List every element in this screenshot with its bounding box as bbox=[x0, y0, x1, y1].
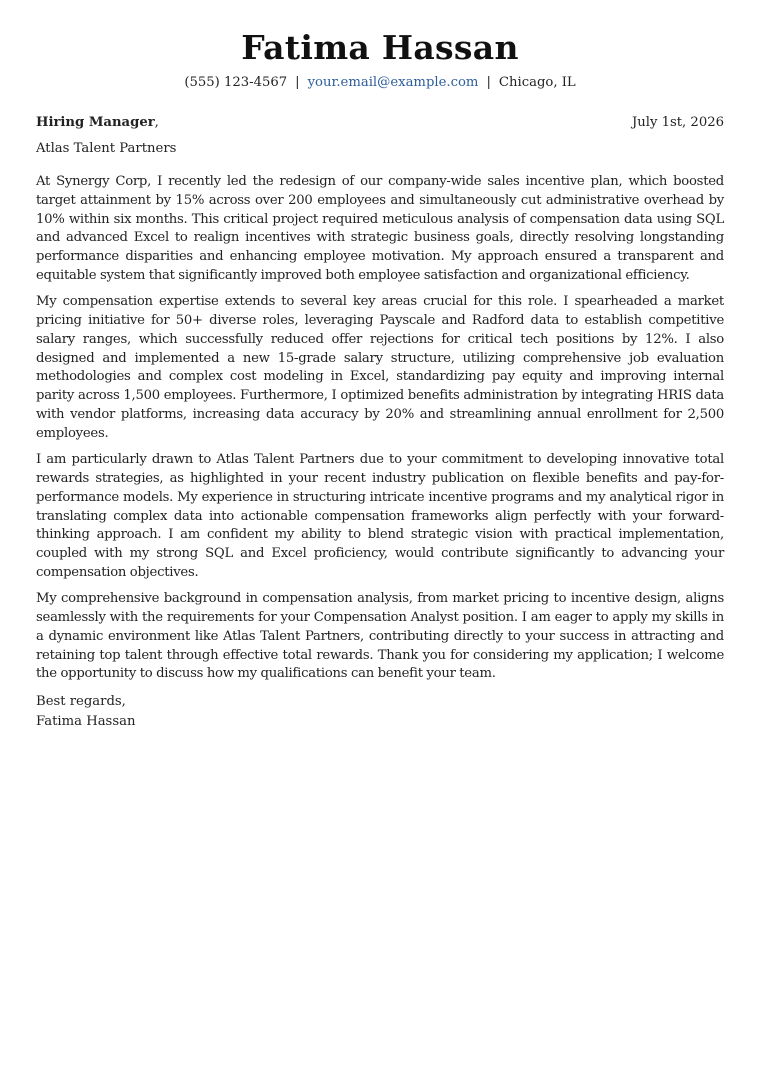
signature-name: Fatima Hassan bbox=[36, 714, 136, 730]
phone-number: (555) 123-4567 bbox=[184, 75, 288, 90]
letter-body bbox=[36, 173, 724, 684]
body-paragraph-3: I am particularly drawn to Atlas Talent Partners due to your commitment to developing innovative total rewards strategies, as highlighted in your recent industry publication on flexible benefits and pay-for-performance models. My experience in structuring intricate incentive programs and my analytical rigor in translating complex data into actionable compensation frameworks align perfectly with your forward-thinking approach. I am confident my ability to blend strategic vision with practical implementation, coupled with my strong SQL and Excel proficiency, would contribute significantly to advancing your compensation objectives. bbox=[36, 452, 724, 580]
applicant-name: Fatima Hassan bbox=[241, 28, 519, 67]
body-paragraph-2: My compensation expertise extends to several key areas crucial for this role. I spearheaded a market pricing initiative for 50+ diverse roles, leveraging Payscale and Radford data to establish competitive salary ranges, which successfully reduced offer rejections for critical tech positions by 12%. I also designed and implemented a new 15-grade salary structure, utilizing comprehensive job evaluation methodologies and complex cost modeling in Excel, standardizing pay equity and improving internal parity across 1,500 employees. Furthermore, I optimized benefits administration by integrating HRIS data with vendor platforms, increasing data accuracy by 20% and streamlining annual enrollment for 2,500 employees. bbox=[36, 294, 724, 441]
email-link[interactable]: your.email@example.com bbox=[307, 75, 479, 90]
letter-date: July 1st, 2026 bbox=[631, 115, 724, 130]
recipient-company: Atlas Talent Partners bbox=[36, 141, 177, 156]
recipient-comma: , bbox=[154, 115, 159, 130]
closing-phrase: Best regards, bbox=[36, 694, 126, 710]
salutation bbox=[36, 114, 159, 132]
contact-line bbox=[36, 74, 724, 92]
location: Chicago, IL bbox=[498, 75, 576, 90]
cover-letter-page bbox=[36, 28, 724, 732]
body-paragraph-1: At Synergy Corp, I recently led the redesign of our company-wide sales incentive plan, which boosted target attainment by 15% across over 200 employees and simultaneously cut administrative overhead by 10% within six months. This critical project required meticulous analysis of compensation data using SQL and advanced Excel to realign incentives with strategic business goals, directly resolving longstanding performance disparities and enhancing employee motivation. My approach ensured a transparent and equitable system that significantly improved both employee satisfaction and organizational efficiency. bbox=[36, 174, 724, 283]
body-paragraph-4: My comprehensive background in compensation analysis, from market pricing to incentive design, aligns seamlessly with the requirements for your Compensation Analyst position. I am eager to apply my skills in a dynamic environment like Atlas Talent Partners, contributing directly to your success in attracting and retaining top talent through effective total rewards. Thank you for considering my application; I welcome the opportunity to discuss how my qualifications can benefit your team. bbox=[36, 591, 724, 682]
contact-separator: | bbox=[295, 75, 300, 90]
recipient-title: Hiring Manager bbox=[36, 115, 155, 130]
contact-separator: | bbox=[486, 75, 491, 90]
salutation-row bbox=[36, 114, 724, 132]
closing-block bbox=[36, 692, 724, 732]
